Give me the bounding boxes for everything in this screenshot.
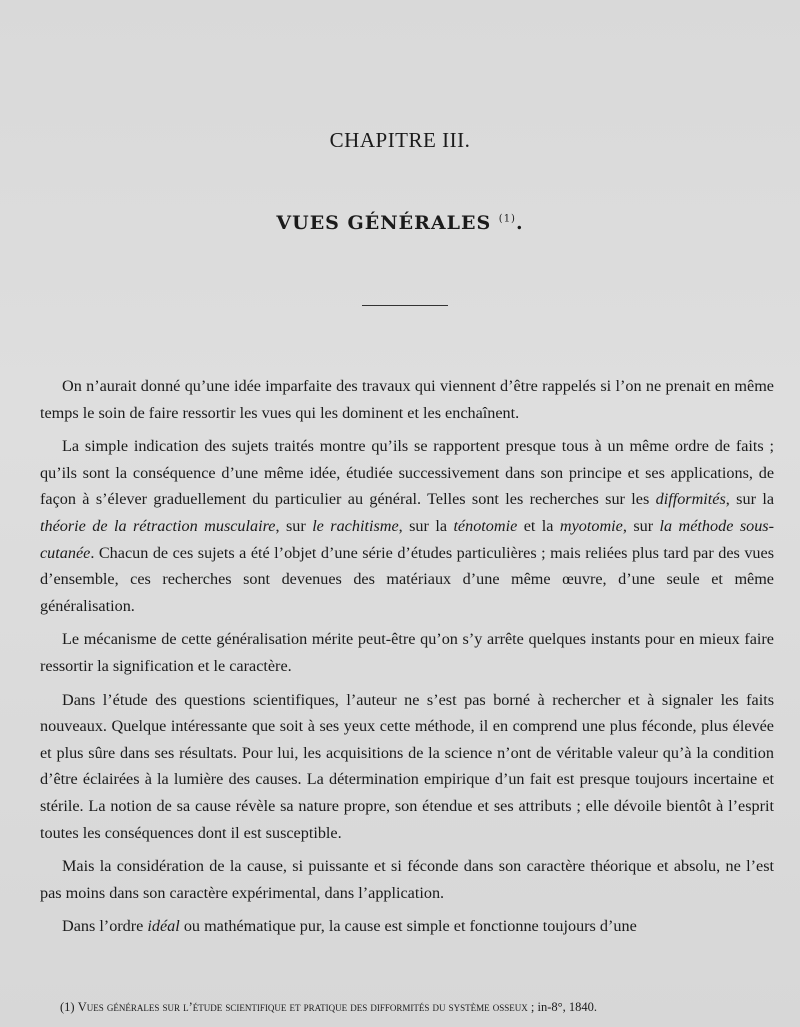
divider-rule — [362, 305, 448, 306]
footnote-number: (1) — [60, 1000, 75, 1014]
paragraph — [40, 433, 774, 619]
section-title-period: . — [515, 212, 524, 234]
text-run: , sur — [622, 516, 660, 535]
text-run: Dans l’étude des questions scientifiques, l’auteur ne s’est pas borné à rechercher et à signaler les faits nouveaux. Quelque intéressante que soit à ses yeux cette méthode, il en comprend une plus féconde, plus élevée et plus sûre dans ses résultats. Pour lui, les acquisitions de la science n’ont de véritable valeur qu’à la condition d’être éclairées à la lumière des causes. La détermination empirique d’un fait est presque toujours incertaine et stérile. La notion de sa cause révèle sa nature propre, son étendue et ses attributs ; elle dévoile bientôt à l’esprit toutes les conséquences dont il est susceptible. — [40, 690, 774, 842]
text-run: , sur — [275, 516, 313, 535]
italic-term: difformités — [655, 490, 726, 509]
paragraph — [40, 626, 774, 679]
italic-term: ténotomie — [453, 516, 518, 535]
italic-term: la méthode sous-cutanée — [40, 516, 775, 562]
text-run: ou mathématique pur, la cause est simple et fonctionne toujours d’une — [179, 917, 637, 936]
italic-term: idéal — [147, 917, 180, 936]
footnote-title: Vues générales sur l’étude scientifique et pratique des difformités du système osseux — [77, 1000, 528, 1014]
text-run: et la — [517, 516, 560, 535]
bleed-through-text — [20, 58, 780, 106]
text-run: Le mécanisme de cette généralisation mérite peut-être qu’on s’y arrête quelques instants pour en mieux faire ressortir la signification et le caractère. — [40, 630, 774, 675]
body-text — [40, 373, 774, 947]
text-run: Mais la considération de la cause, si puissante et si féconde dans son caractère théorique et absolu, ne l’est pas moins dans son caractère expérimental, dans l’application. — [40, 857, 774, 902]
text-run: , sur la — [398, 516, 454, 535]
paragraph — [40, 913, 774, 940]
text-run: Dans l’ordre — [62, 917, 148, 936]
italic-term: myotomie — [559, 516, 623, 535]
chapter-heading: CHAPITRE III. — [329, 128, 471, 152]
paragraph — [40, 853, 774, 906]
section-title-text: VUES GÉNÉRALES — [276, 212, 492, 234]
section-title — [0, 212, 800, 234]
text-run: , sur la — [725, 490, 775, 509]
footnote-marker: (1) — [498, 213, 516, 225]
italic-term: le rachitisme — [312, 516, 399, 535]
paragraph — [40, 687, 774, 847]
text-run: On n’aurait donné qu’une idée imparfaite des travaux qui viennent d’être rappelés si l’on ne prenait en même temps le soin de faire ressortir les vues qui les dominent et les enchaînent. — [40, 377, 774, 422]
footnote — [60, 1000, 780, 1015]
paragraph — [40, 373, 774, 426]
italic-term: théorie de la rétraction musculaire — [40, 516, 276, 535]
text-run: . Chacun de ces sujets a été l’objet d’une série d’études particulières ; mais reliées plus tard par des vues d’ensemble, ces recherches sont devenues des matériaux d’une même œuvre, d’une seule et même généralisation. — [40, 543, 774, 615]
footnote-details: ; in-8°, 1840. — [527, 1000, 598, 1014]
text-run: La simple indication des sujets traités montre qu’ils se rapportent presque tous à un même ordre de faits ; qu’ils sont la conséquence d’une même idée, étudiée successivement dans son principe et ses applications, de façon à s’élever graduellement du particulier au général. Telles sont les recherches sur les — [40, 437, 774, 509]
